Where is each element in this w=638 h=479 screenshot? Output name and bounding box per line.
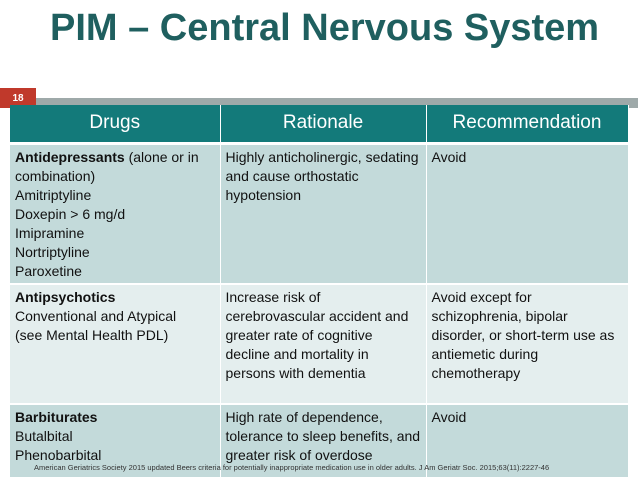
drug-item: Amitriptyline bbox=[15, 186, 92, 203]
pim-table bbox=[10, 105, 629, 479]
slide-number: 18 bbox=[0, 88, 36, 108]
drug-item: Imipramine bbox=[15, 224, 85, 241]
drug-class-heading: Barbiturates bbox=[15, 408, 98, 425]
drug-cell bbox=[10, 143, 220, 284]
table-row bbox=[10, 284, 628, 404]
rationale-cell: High rate of dependence, tolerance to sleep benefits, and greater risk of overdose bbox=[220, 404, 426, 478]
table-header-row bbox=[10, 105, 628, 143]
drug-class-heading: Antipsychotics bbox=[15, 288, 116, 305]
drug-item: Butalbital bbox=[15, 427, 73, 444]
recommendation-cell: Avoid bbox=[426, 143, 628, 284]
drug-item: Conventional and Atypical bbox=[15, 307, 177, 324]
header-rationale: Rationale bbox=[220, 105, 426, 143]
drug-item: Nortriptyline bbox=[15, 243, 90, 260]
drug-item: Phenobarbital bbox=[15, 446, 102, 463]
drug-cell bbox=[10, 284, 220, 404]
rationale-cell: Increase risk of cerebrovascular accident and greater rate of cognitive decline and mortality in persons with dementia bbox=[220, 284, 426, 404]
header-recommendation: Recommendation bbox=[426, 105, 628, 143]
slide-title: PIM – Central Nervous System bbox=[50, 7, 600, 49]
drug-item: Doxepin > 6 mg/d bbox=[15, 205, 126, 222]
drug-item: Paroxetine bbox=[15, 262, 82, 279]
citation-footnote: American Geriatrics Society 2015 updated Beers criteria for potentially inappropriate medication use in older adults. J Am Geriatr Soc. 2015;63(11):2227-46 bbox=[34, 463, 550, 472]
drug-class-qualifier: (alone or in combination) bbox=[15, 148, 199, 184]
drug-item: (see Mental Health PDL) bbox=[15, 326, 169, 343]
recommendation-cell: Avoid bbox=[426, 404, 628, 478]
drug-class-heading: Antidepressants bbox=[15, 148, 125, 165]
rationale-cell: Highly anticholinergic, sedating and cause orthostatic hypotension bbox=[220, 143, 426, 284]
header-drugs: Drugs bbox=[10, 105, 220, 143]
recommendation-cell: Avoid except for schizophrenia, bipolar disorder, or short-term use as antiemetic during chemotherapy bbox=[426, 284, 628, 404]
table-row bbox=[10, 143, 628, 284]
